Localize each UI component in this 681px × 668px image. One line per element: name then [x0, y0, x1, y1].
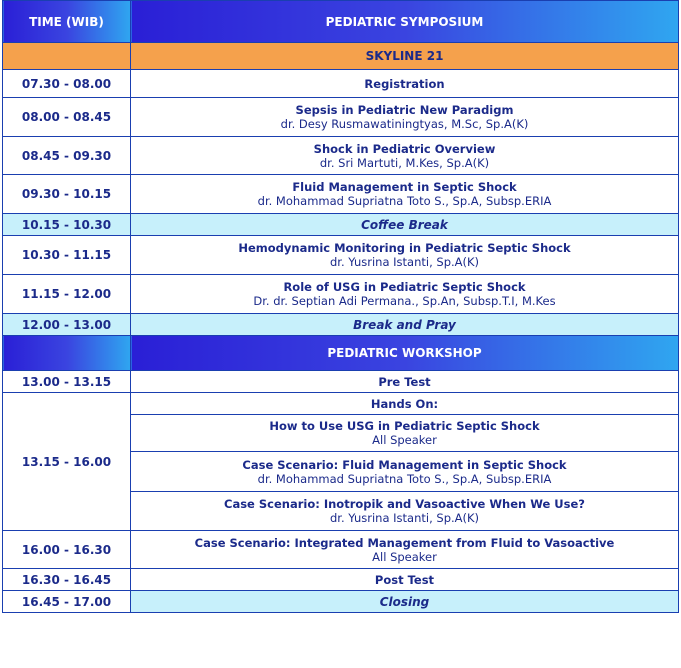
time-cell: 16.00 - 16.30: [3, 531, 131, 569]
venue-label: SKYLINE 21: [131, 43, 679, 70]
header-row: [3, 1, 679, 43]
time-cell: 12.00 - 13.00: [3, 314, 131, 336]
session-title: Registration: [364, 76, 445, 91]
time-cell: 08.00 - 08.45: [3, 98, 131, 137]
session-cell: [131, 98, 679, 137]
venue-spacer: [3, 43, 131, 70]
session-title: Case Scenario: Inotropik and Vasoactive When We Use?: [224, 497, 585, 511]
hands-on-heading: Hands On:: [370, 396, 439, 411]
time-cell: 09.30 - 10.15: [3, 175, 131, 214]
table-row: [3, 569, 679, 591]
session-title: Case Scenario: Integrated Management from Fluid to Vasoactive: [194, 535, 615, 550]
session-speaker: dr. Desy Rusmawatiningtyas, M.Sc, Sp.A(K): [280, 117, 529, 131]
session-cell: [131, 137, 679, 175]
break-row: [3, 591, 679, 613]
table-row: [3, 70, 679, 98]
table-row: [3, 236, 679, 275]
time-cell: 08.45 - 09.30: [3, 137, 131, 175]
session-speaker: dr. Yusrina Istanti, Sp.A(K): [329, 255, 480, 269]
session-cell: [131, 236, 679, 275]
table-row: [3, 531, 679, 569]
session-cell: [131, 175, 679, 214]
break-label: Break and Pray: [131, 314, 679, 336]
session-title: Post Test: [374, 572, 435, 587]
session-cell: [131, 531, 679, 569]
workshop-header-row: [3, 336, 679, 371]
session-cell: [131, 415, 679, 452]
venue-row: [3, 43, 679, 70]
session-cell: [131, 371, 679, 393]
session-cell: [131, 393, 679, 415]
time-cell: 13.15 - 16.00: [3, 393, 131, 531]
table-row: [3, 175, 679, 214]
session-title: Case Scenario: Fluid Management in Septic Shock: [242, 457, 567, 472]
time-cell: 16.30 - 16.45: [3, 569, 131, 591]
session-speaker: All Speaker: [372, 433, 437, 447]
session-cell: [131, 275, 679, 314]
session-title: Pre Test: [378, 374, 431, 389]
session-title: How to Use USG in Pediatric Septic Shock: [269, 419, 540, 433]
table-row: [3, 137, 679, 175]
workshop-header: PEDIATRIC WORKSHOP: [131, 336, 679, 371]
break-row: [3, 314, 679, 336]
symposium-header: PEDIATRIC SYMPOSIUM: [131, 1, 679, 43]
session-speaker: dr. Sri Martuti, M.Kes, Sp.A(K): [319, 155, 490, 170]
workshop-header-spacer: [3, 336, 131, 371]
time-cell: 10.15 - 10.30: [3, 214, 131, 236]
time-column-header: TIME (WIB): [3, 1, 131, 43]
session-title: Shock in Pediatric Overview: [313, 141, 496, 156]
time-cell: 16.45 - 17.00: [3, 591, 131, 613]
session-cell: [131, 569, 679, 591]
session-speaker: dr. Mohammad Supriatna Toto S., Sp.A, Subsp.ERIA: [257, 194, 552, 208]
time-cell: 11.15 - 12.00: [3, 275, 131, 314]
break-label: Coffee Break: [131, 214, 679, 236]
table-row: [3, 371, 679, 393]
time-cell: 07.30 - 08.00: [3, 70, 131, 98]
session-cell: [131, 492, 679, 531]
session-cell: [131, 70, 679, 98]
time-cell: 13.00 - 13.15: [3, 371, 131, 393]
table-row: [3, 275, 679, 314]
session-title: Hemodynamic Monitoring in Pediatric Septic Shock: [238, 241, 571, 255]
closing-label: Closing: [131, 591, 679, 613]
session-title: Sepsis in Pediatric New Paradigm: [295, 103, 514, 117]
session-speaker: dr. Mohammad Supriatna Toto S., Sp.A, Subsp.ERIA: [257, 471, 552, 486]
table-row: [3, 98, 679, 137]
session-title: Fluid Management in Septic Shock: [292, 180, 517, 194]
schedule-table: [2, 0, 679, 613]
time-cell: 10.30 - 11.15: [3, 236, 131, 275]
session-speaker: dr. Yusrina Istanti, Sp.A(K): [329, 511, 480, 525]
session-title: Role of USG in Pediatric Septic Shock: [283, 280, 526, 294]
session-speaker: All Speaker: [372, 549, 437, 564]
session-cell: [131, 452, 679, 492]
table-row: [3, 393, 679, 415]
session-speaker: Dr. dr. Septian Adi Permana., Sp.An, Subsp.T.I, M.Kes: [253, 294, 556, 308]
break-row: [3, 214, 679, 236]
